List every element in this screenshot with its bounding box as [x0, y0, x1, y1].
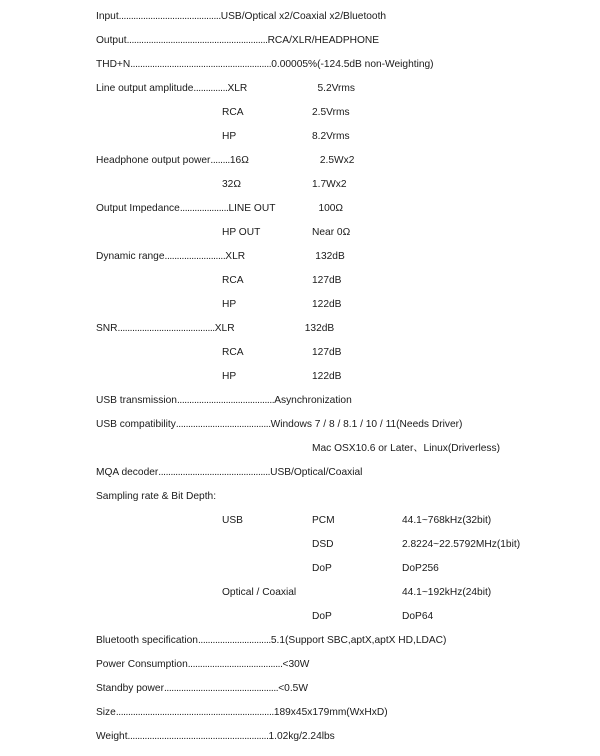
spec-label: Output	[96, 35, 127, 46]
leader-dots: ........	[210, 156, 230, 166]
spec-value: Near 0Ω	[312, 227, 351, 238]
spec-label: Dynamic range	[96, 251, 165, 262]
spec-row-dynamic-range-hp	[96, 300, 576, 324]
spec-value: 132dB	[315, 251, 345, 262]
spec-value: 132dB	[304, 323, 335, 334]
leader-dots: ..........................................................	[130, 60, 272, 70]
spec-value: 2.5Vrms	[312, 107, 350, 118]
leader-dots: ..............................................	[158, 468, 271, 478]
spec-row-sampling-usb-pcm	[96, 516, 576, 540]
spec-value: <30W	[282, 659, 310, 670]
spec-row-snr-hp	[96, 372, 576, 396]
spec-row-usb-transmission	[96, 396, 576, 420]
spec-row-input	[96, 12, 576, 36]
spec-value: USB/Optical x2/Coaxial x2/Bluetooth	[220, 11, 387, 22]
spec-value: 1.02kg/2.24lbs	[268, 731, 335, 742]
spec-row-mqa-decoder	[96, 468, 576, 492]
leader-dots: ........................................	[117, 324, 215, 334]
spec-subkey: DSD	[312, 539, 334, 550]
spec-subkey: HP	[222, 371, 237, 382]
spec-row-usb-compatibility-note: Mac OSX10.6 or Later、Linux(Driverless)	[312, 443, 500, 454]
spec-subkey: XLR	[214, 323, 235, 334]
spec-row-dynamic-range-xlr	[96, 252, 576, 276]
spec-row-size	[96, 708, 576, 732]
spec-value: RCA/XLR/HEADPHONE	[267, 35, 380, 46]
spec-subkey: HP OUT	[222, 227, 261, 238]
spec-subkey: DoP	[312, 611, 332, 622]
spec-value: 5.2Vrms	[317, 83, 356, 94]
spec-subkey: DoP	[312, 563, 332, 574]
spec-value: 122dB	[312, 299, 342, 310]
spec-subkey: XLR	[225, 251, 246, 262]
spec-value: <0.5W	[278, 683, 308, 694]
spec-label: Headphone output power	[96, 155, 211, 166]
leader-dots: ........................................	[176, 396, 275, 406]
spec-row-snr-rca	[96, 348, 576, 372]
spec-subkey: 16Ω	[229, 155, 249, 166]
spec-value: DoP64	[402, 611, 434, 622]
leader-dots: .................................................................	[115, 708, 274, 718]
spec-row-line-output-hp	[96, 132, 576, 156]
spec-group: Optical / Coaxial	[222, 587, 297, 598]
leader-dots: .......................................	[187, 660, 283, 670]
spec-value: Windows 7 / 8 / 8.1 / 10 / 11(Needs Driver)	[270, 419, 463, 430]
spec-label: Size	[96, 707, 116, 718]
spec-subkey: 32Ω	[222, 179, 241, 190]
spec-label: MQA decoder	[96, 467, 159, 478]
spec-row-line-output-xlr	[96, 84, 576, 108]
leader-dots: ..........................................................	[127, 732, 269, 742]
spec-value: USB/Optical/Coaxial	[270, 467, 363, 478]
spec-label: Line output amplitude	[96, 83, 194, 94]
leader-dots: .......................................	[175, 420, 271, 430]
leader-dots: ..........................................	[118, 12, 221, 22]
spec-row-weight	[96, 732, 576, 756]
spec-label: Output Impedance	[96, 203, 180, 214]
leader-dots: ..............................	[197, 636, 271, 646]
spec-value: 0.00005%(-124.5dB non-Weighting)	[271, 59, 434, 70]
spec-subkey: PCM	[312, 515, 335, 526]
spec-row-sampling-usb-dsd	[96, 540, 576, 564]
spec-label: USB transmission	[96, 395, 177, 406]
spec-value: 127dB	[312, 275, 342, 286]
spec-row-sampling-optical-dop	[96, 612, 576, 636]
spec-label: Bluetooth specification	[96, 635, 198, 646]
spec-row-output	[96, 36, 576, 60]
spec-subkey: XLR	[227, 83, 248, 94]
spec-row-bluetooth	[96, 636, 576, 660]
spec-value: DoP256	[402, 563, 439, 574]
spec-value: 1.7Wx2	[312, 179, 347, 190]
spec-value: Asynchronization	[274, 395, 352, 406]
spec-row-impedance-hp-out	[96, 228, 576, 252]
spec-value: 189x45x179mm(WxHxD)	[273, 707, 388, 718]
spec-label: Standby power	[96, 683, 164, 694]
spec-value: 100Ω	[318, 203, 344, 214]
spec-value: 44.1~192kHz(24bit)	[402, 587, 492, 598]
spec-row-usb-compatibility	[96, 420, 576, 444]
spec-row-snr-xlr	[96, 324, 576, 348]
spec-value: 5.1(Support SBC,aptX,aptX HD,LDAC)	[270, 635, 447, 646]
spec-row-sampling-optical-coaxial	[96, 588, 576, 612]
spec-value: 2.5Wx2	[319, 155, 355, 166]
spec-subkey: RCA	[222, 275, 244, 286]
leader-dots: ....................	[179, 204, 229, 214]
spec-row-standby-power	[96, 684, 576, 708]
leader-dots: ...............................................	[163, 684, 279, 694]
spec-value: 127dB	[312, 347, 342, 358]
leader-dots: ..........................................................	[126, 36, 268, 46]
spec-label: THD+N	[96, 59, 131, 70]
spec-subkey: HP	[222, 131, 237, 142]
spec-label: Input	[96, 11, 119, 22]
spec-label: Weight	[96, 731, 128, 742]
spec-row-thdn	[96, 60, 576, 84]
spec-subkey: RCA	[222, 347, 244, 358]
spec-subkey: LINE OUT	[228, 203, 276, 214]
spec-row-dynamic-range-rca	[96, 276, 576, 300]
spec-row-headphone-power-32	[96, 180, 576, 204]
leader-dots: .........................	[164, 252, 226, 262]
spec-group: USB	[222, 515, 243, 526]
spec-label: SNR	[96, 323, 118, 334]
spec-heading-sampling: Sampling rate & Bit Depth:	[96, 491, 217, 502]
spec-row-sampling-usb-dop	[96, 564, 576, 588]
leader-dots: ..............	[193, 84, 228, 94]
spec-value: 8.2Vrms	[312, 131, 350, 142]
spec-row-impedance-line-out	[96, 204, 576, 228]
spec-value: 122dB	[312, 371, 342, 382]
spec-value: 2.8224~22.5792MHz(1bit)	[402, 539, 521, 550]
spec-subkey: RCA	[222, 107, 244, 118]
spec-label: USB compatibility	[96, 419, 176, 430]
spec-row-line-output-rca	[96, 108, 576, 132]
spec-row-power-consumption	[96, 660, 576, 684]
spec-label: Power Consumption	[96, 659, 188, 670]
spec-value: 44.1~768kHz(32bit)	[402, 515, 492, 526]
spec-row-headphone-power-16	[96, 156, 576, 180]
spec-subkey: HP	[222, 299, 237, 310]
